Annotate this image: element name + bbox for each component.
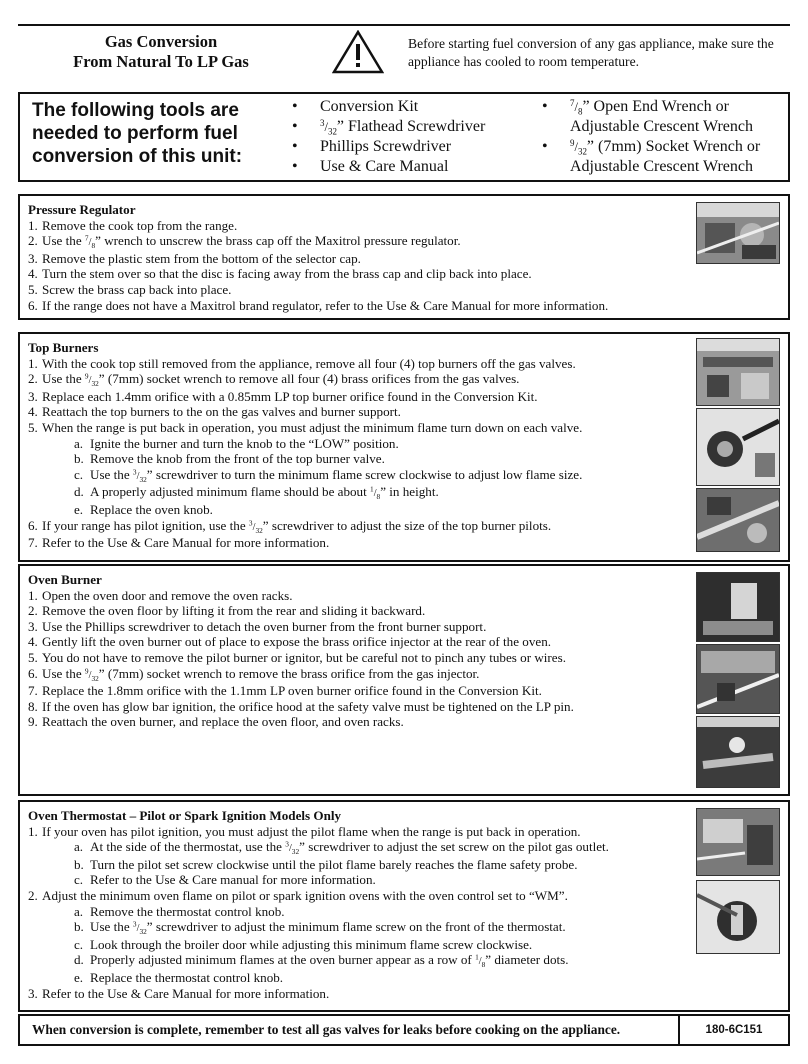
title-line-1: Gas Conversion — [104, 32, 218, 51]
section-title: Oven Burner — [28, 572, 102, 587]
step-list — [28, 588, 678, 730]
leak-test-note: When conversion is complete, remember to test all gas valves for leaks before cooking on the appliance. — [32, 1022, 621, 1037]
step-item: 2. Remove the oven floor by lifting it from the rear and sliding it backward. — [28, 603, 426, 619]
section-title: Oven Thermostat – Pilot or Spark Ignition Models Only — [28, 808, 342, 823]
step-item: 4. Turn the stem over so that the disc is facing away from the brass cap and clip back into place. — [28, 266, 532, 282]
burner-photo-1 — [696, 338, 780, 406]
tool-item: • $^9/_{32}$” (7mm) Socket Wrench or Adjustable Crescent Wrench — [540, 137, 780, 177]
step-item: 9. Reattach the oven burner, and replace the oven floor, and oven racks. — [28, 714, 404, 730]
step-item: 5. You do not have to remove the pilot burner or ignitor, but be careful not to pinch any tubes or wires. — [28, 649, 566, 665]
substep-list-1 — [28, 839, 678, 888]
step-item: 6. Use the $^9/_{32}$” (7mm) socket wrench to remove the brass orifice from the gas injector. — [28, 665, 480, 683]
substep-item: c. Use the $^3/_{32}$” screwdriver to turn the minimum flame screw clockwise to adjust low flame size. — [74, 466, 583, 484]
substep-item: b. Turn the pilot set screw clockwise until the pilot flame barely reaches the flame safety probe. — [74, 856, 578, 872]
step-item: 8. If the oven has glow bar ignition, the orifice hood at the safety valve must be tightened on the LP pin. — [28, 698, 574, 714]
step-item: 7. Refer to the Use & Care Manual for more information. — [28, 535, 330, 551]
step-list-after — [28, 518, 678, 551]
substep-item: d. Properly adjusted minimum flames at the oven burner appear as a row of $^1/_8$” diameter dots. — [74, 952, 569, 970]
step-item: 6. If the range does not have a Maxitrol brand regulator, refer to the Use & Care Manual for more information. — [28, 297, 609, 313]
tools-box — [18, 92, 790, 182]
substep-item: a. Remove the thermostat control knob. — [74, 903, 285, 919]
burner-photo-3 — [696, 488, 780, 552]
substep-item: c. Refer to the Use & Care manual for more information. — [74, 872, 376, 888]
tool-item: • Conversion Kit — [290, 97, 525, 117]
title-line-2: From Natural To LP Gas — [73, 52, 249, 71]
oven-photo-1 — [696, 572, 780, 642]
thermostat-photo-2 — [696, 880, 780, 954]
substep-list — [28, 436, 678, 518]
section-title: Top Burners — [28, 340, 99, 355]
section-oven-thermostat — [18, 800, 790, 1012]
header — [18, 24, 790, 78]
substep-item: a. Ignite the burner and turn the knob to the “LOW” position. — [74, 435, 399, 451]
step-item: 5. When the range is put back in operation, you must adjust the minimum flame turn down on each valve. — [28, 419, 583, 435]
tool-item: • $^3/_{32}$” Flathead Screwdriver — [290, 117, 525, 137]
substep-item: c. Look through the broiler door while adjusting this minimum flame screw clockwise. — [74, 936, 533, 952]
tool-item: • Use & Care Manual — [290, 157, 525, 177]
step-item: 3. Use the Phillips screwdriver to detach the oven burner from the front burner support. — [28, 618, 487, 634]
section-pressure-regulator — [18, 194, 790, 320]
oven-photo-3 — [696, 716, 780, 788]
thermostat-photo-1 — [696, 808, 780, 876]
substep-item: e. Replace the thermostat control knob. — [74, 969, 284, 985]
step-2: 2. Adjust the minimum oven flame on pilot or spark ignition ovens with the oven control set to “WM”. — [28, 887, 568, 903]
burner-photo-2 — [696, 408, 780, 486]
step-item: 4. Reattach the top burners to the on the gas valves and burner support. — [28, 404, 401, 420]
step-list — [28, 356, 678, 436]
step-item: 2. Use the $^9/_{32}$” (7mm) socket wrench to remove all four (4) brass orifices from the gas valves. — [28, 371, 520, 389]
step-item: 5. Screw the brass cap back into place. — [28, 281, 232, 297]
step-item: 6. If your range has pilot ignition, use the $^3/_{32}$” screwdriver to adjust the size of the top burner pilots. — [28, 517, 552, 535]
step-item: 3. Remove the plastic stem from the bottom of the selector cap. — [28, 250, 361, 266]
substep-item: b. Remove the knob from the front of the top burner valve. — [74, 451, 385, 467]
step-item: 1. Open the oven door and remove the oven racks. — [28, 587, 293, 603]
substep-list-2 — [28, 904, 678, 986]
step-item: 4. Gently lift the oven burner out of place to expose the brass orifice injector at the rear of the oven. — [28, 634, 552, 650]
step-1: 1. If your oven has pilot ignition, you must adjust the pilot flame when the range is put back in operation. — [28, 823, 581, 839]
section-oven-burner — [18, 564, 790, 796]
page-title — [36, 32, 286, 72]
substep-item: b. Use the $^3/_{32}$” screwdriver to adjust the minimum flame screw on the front of the thermostat. — [74, 919, 566, 937]
substep-item: e. Replace the oven knob. — [74, 501, 213, 517]
step-item: 1. With the cook top still removed from the appliance, remove all four (4) top burners off the gas valves. — [28, 355, 576, 371]
step-list — [28, 218, 678, 314]
document-code: 180-6C151 — [678, 1016, 788, 1044]
section-title: Pressure Regulator — [28, 202, 136, 217]
warning-icon — [332, 30, 384, 74]
tool-item: • Phillips Screwdriver — [290, 137, 525, 157]
tools-intro: The following tools are needed to perform fuel conversion of this unit: — [32, 100, 243, 167]
tools-list-2 — [540, 97, 780, 177]
footer — [18, 1014, 790, 1046]
safety-note: Before starting fuel conversion of any gas appliance, make sure the appliance has cooled to room temperature. — [408, 36, 774, 69]
oven-photo-2 — [696, 644, 780, 714]
tools-list-1 — [290, 97, 525, 177]
step-item: 2. Use the $^7/_8$” wrench to unscrew the brass cap off the Maxitrol pressure regulator. — [28, 233, 461, 251]
step-item: 3. Replace each 1.4mm orifice with a 0.85mm LP top burner orifice found in the Conversion Kit. — [28, 388, 538, 404]
step-item: 1. Remove the cook top from the range. — [28, 217, 238, 233]
step-item: 7. Replace the 1.8mm orifice with the 1.1mm LP oven burner orifice found in the Conversion Kit. — [28, 683, 542, 699]
regulator-photo — [696, 202, 780, 264]
substep-item: a. At the side of the thermostat, use the $^3/_{32}$” screwdriver to adjust the set screw on the pilot gas outlet. — [74, 839, 609, 857]
substep-item: d. A properly adjusted minimum flame should be about $^1/_8$” in height. — [74, 484, 439, 502]
section-top-burners — [18, 332, 790, 562]
step-3: 3. Refer to the Use & Care Manual for more information. — [28, 985, 330, 1001]
tool-item: • $^7/_8$” Open End Wrench or Adjustable Crescent Wrench — [540, 97, 780, 137]
